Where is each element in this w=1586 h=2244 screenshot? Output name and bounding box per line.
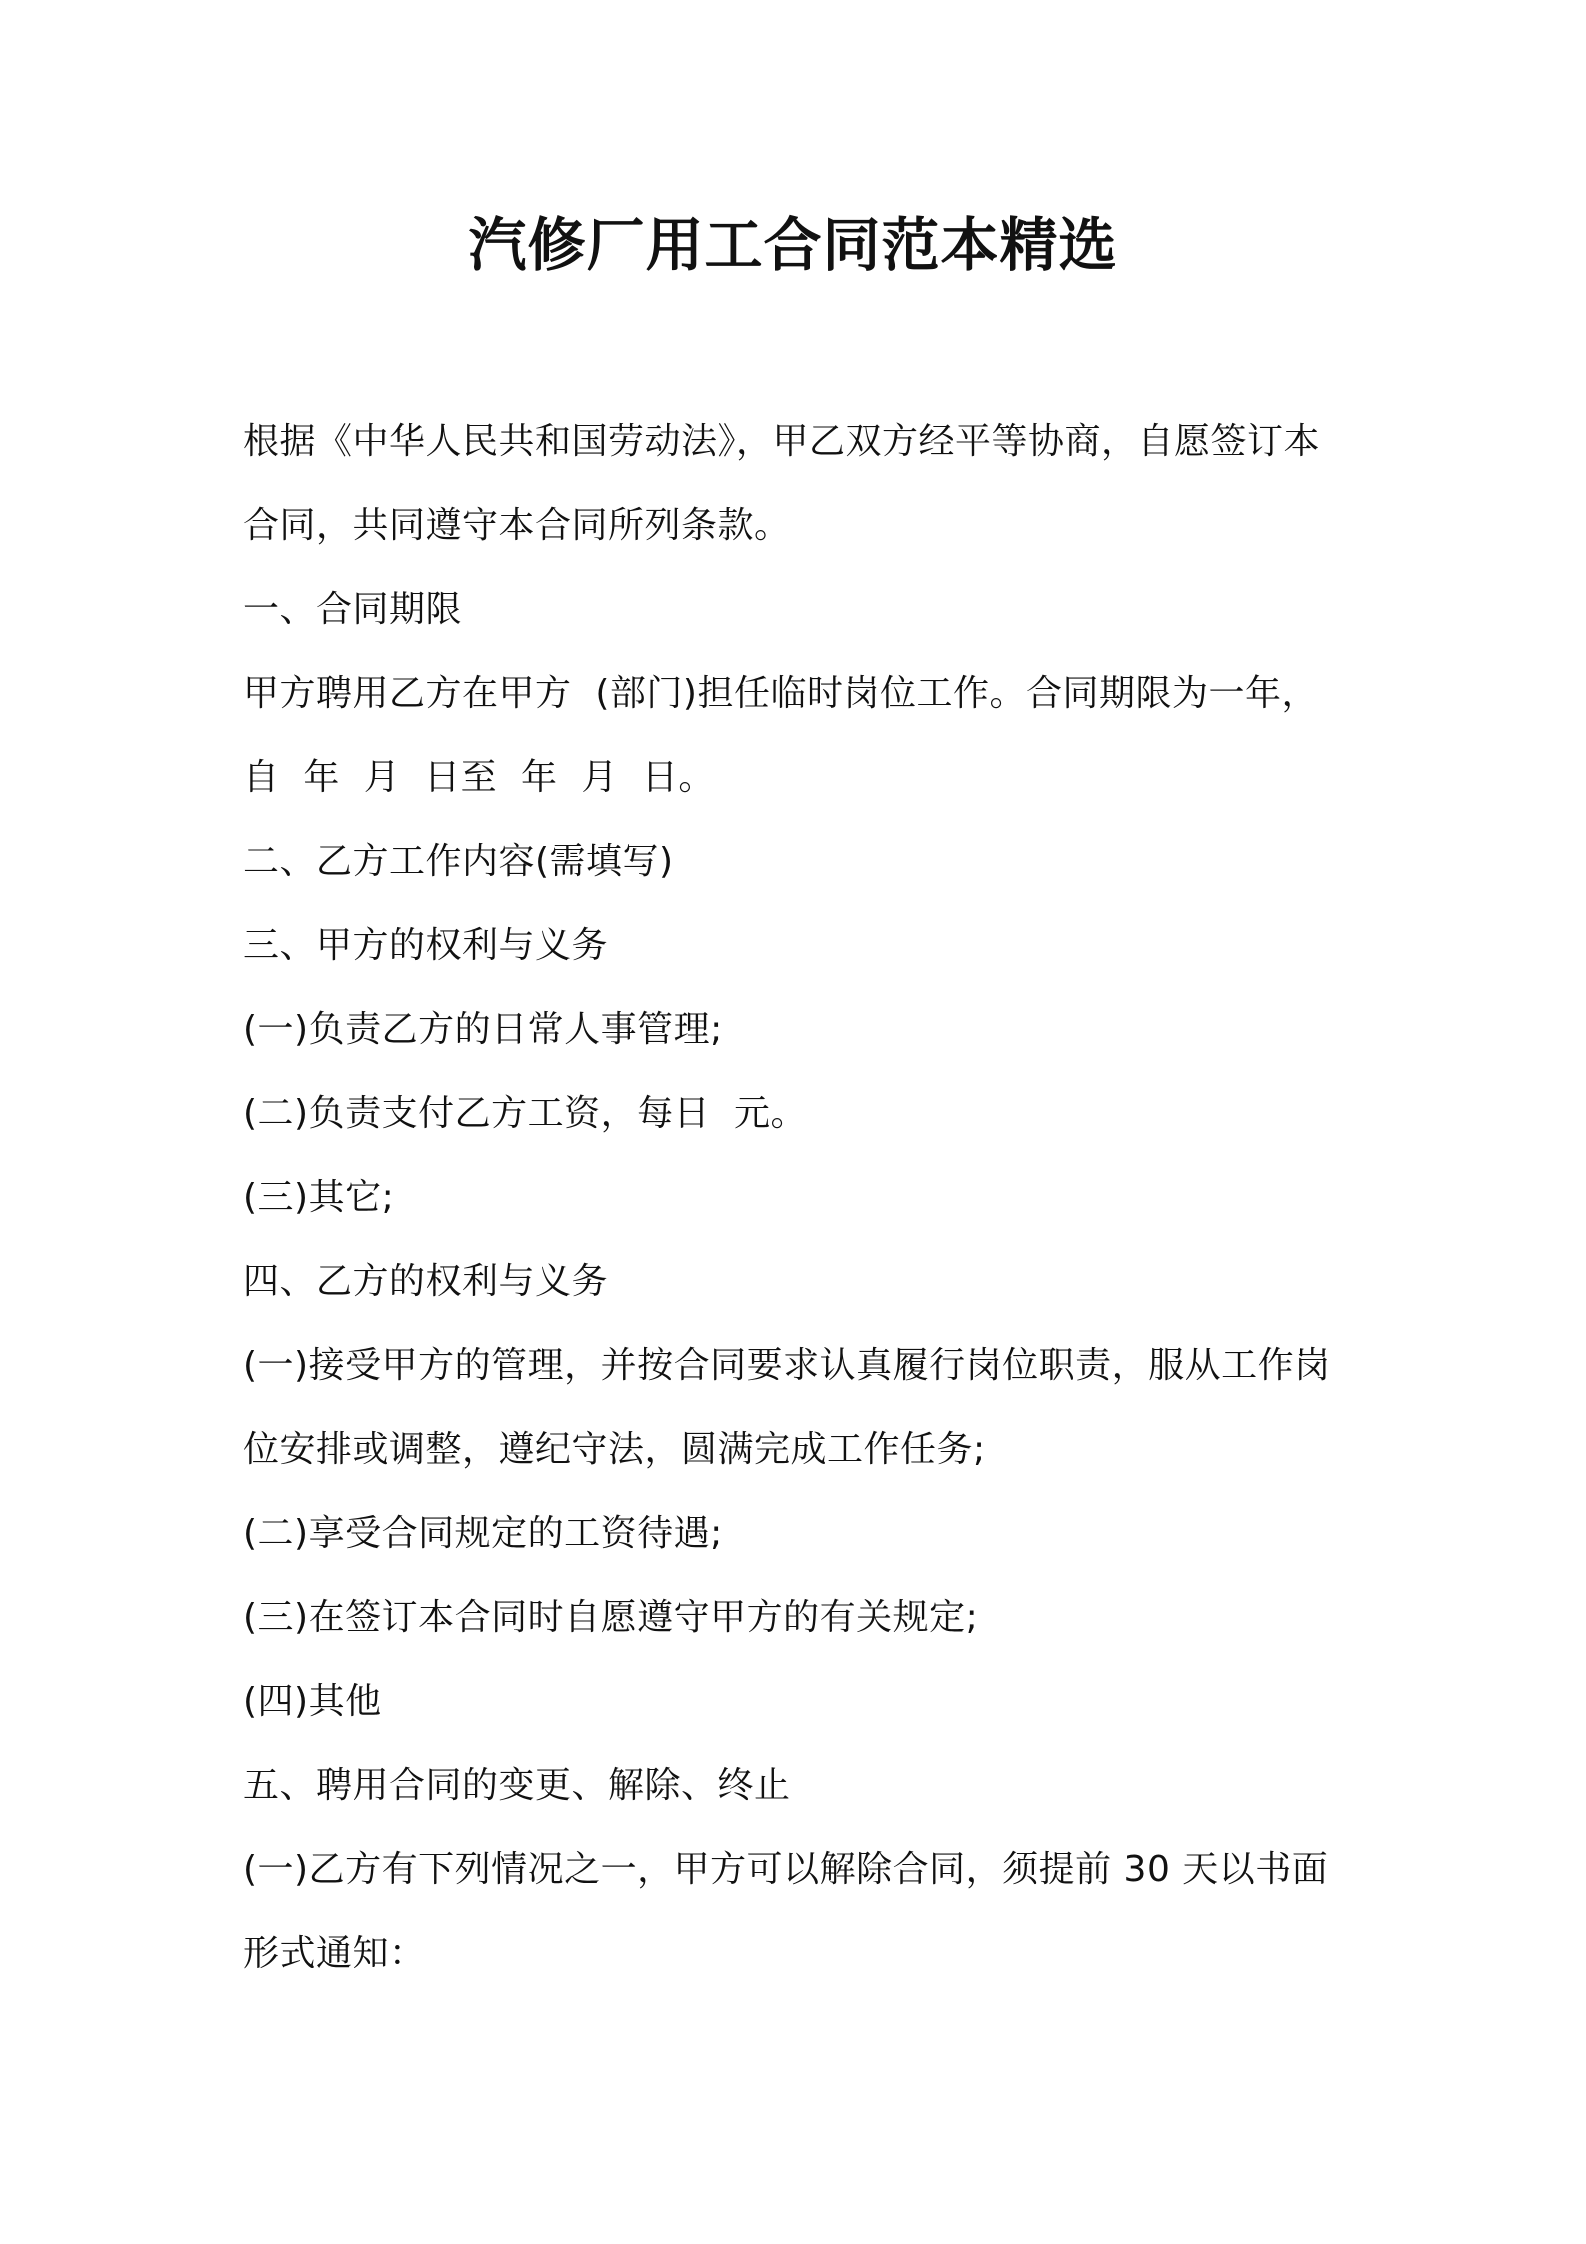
section-heading: 五、聘用合同的变更、解除、终止 — [243, 1765, 791, 1806]
clause-line: 形式通知： — [243, 1933, 426, 1974]
section-heading: 三、甲方的权利与义务 — [243, 925, 609, 966]
clause-line: (一)接受甲方的管理，并按合同要求认真履行岗位职责，服从工作岗 — [243, 1345, 1331, 1386]
clause-line: (二)享受合同规定的工资待遇; — [243, 1513, 723, 1554]
section-heading: 四、乙方的权利与义务 — [243, 1261, 609, 1302]
clause-line: (一)负责乙方的日常人事管理; — [243, 1009, 723, 1050]
document-body — [243, 400, 1363, 1996]
clause-line: (三)在签订本合同时自愿遵守甲方的有关规定; — [243, 1597, 979, 1638]
section-heading: 一、合同期限 — [243, 589, 463, 630]
clause-line: (一)乙方有下列情况之一，甲方可以解除合同，须提前 30 天以书面 — [243, 1849, 1329, 1890]
section-heading: 二、乙方工作内容(需填写) — [243, 841, 674, 882]
paragraph-line: 根据《中华人民共和国劳动法》，甲乙双方经平等协商，自愿签订本 — [243, 421, 1321, 462]
clause-line: (四)其他 — [243, 1681, 382, 1722]
document-title: 汽修厂用工合同范本精选 — [468, 211, 1118, 279]
clause-line: (二)负责支付乙方工资，每日 元。 — [243, 1093, 807, 1134]
clause-line: (三)其它; — [243, 1177, 395, 1218]
paragraph-line: 自 年 月 日至 年 月 日。 — [243, 757, 715, 798]
clause-line: 位安排或调整，遵纪守法，圆满完成工作任务; — [243, 1429, 986, 1470]
paragraph-line: 合同，共同遵守本合同所列条款。 — [243, 505, 791, 546]
paragraph-line: 甲方聘用乙方在甲方 (部门)担任临时岗位工作。合同期限为一年， — [243, 673, 1318, 714]
